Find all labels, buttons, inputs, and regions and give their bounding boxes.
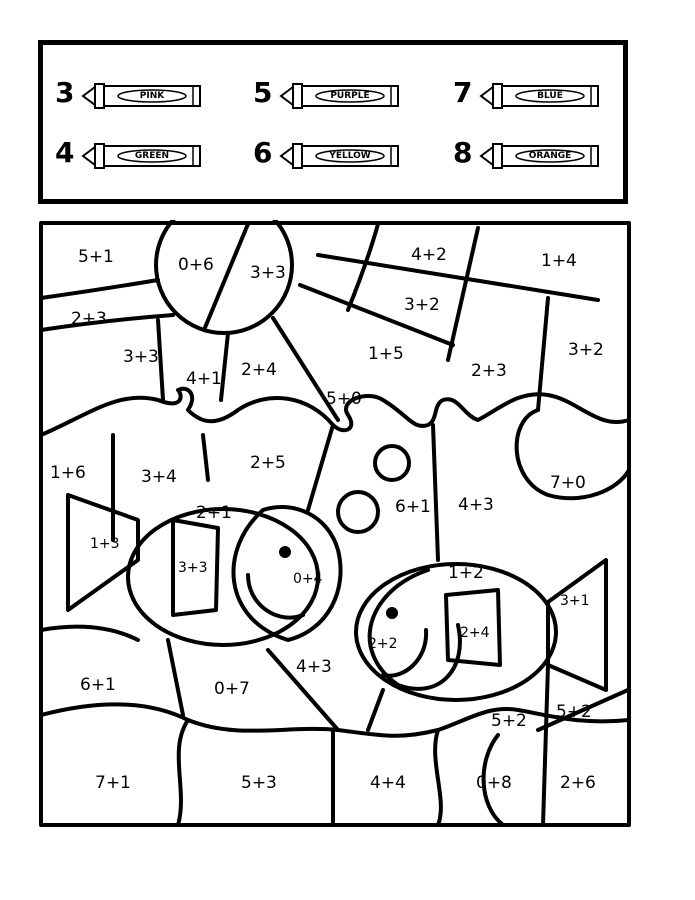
sum-label: 2+1 <box>196 503 232 523</box>
sum-label: 2+4 <box>460 625 490 641</box>
crayon-color-label: ORANGE <box>528 151 572 161</box>
sum-label: 7+1 <box>95 773 131 793</box>
sum-label: 5+2 <box>491 711 527 731</box>
sum-label: 3+2 <box>404 295 440 315</box>
color-key-number: 4 <box>55 136 75 169</box>
sum-label: 2+4 <box>241 360 277 380</box>
sum-label: 1+3 <box>90 536 120 552</box>
sum-label: 0+8 <box>476 773 512 793</box>
sum-label: 1+2 <box>448 563 484 583</box>
color-key-box <box>38 40 628 204</box>
left-fish-body <box>128 509 318 645</box>
color-key-number: 5 <box>253 76 273 109</box>
sum-label: 2+6 <box>560 773 596 793</box>
sum-label: 5+3 <box>241 773 277 793</box>
sum-label: 3+3 <box>123 347 159 367</box>
color-by-sum-picture <box>38 220 632 828</box>
sum-label: 4+4 <box>370 773 406 793</box>
sum-label: 3+2 <box>568 340 604 360</box>
sum-label: 4+3 <box>296 657 332 677</box>
sum-label: 1+5 <box>368 344 404 364</box>
sum-label: 7+0 <box>550 473 586 493</box>
color-key-number: 6 <box>253 136 273 169</box>
color-key-number: 8 <box>453 136 473 169</box>
sum-label: 1+4 <box>541 251 577 271</box>
crayon-color-label: YELLOW <box>329 151 371 161</box>
sum-label: 3+3 <box>178 560 208 576</box>
sum-label: 4+3 <box>458 495 494 515</box>
sum-label: 1+6 <box>50 463 86 483</box>
sum-label: 4+1 <box>186 369 222 389</box>
right-fish-body <box>356 564 556 700</box>
sum-label: 4+2 <box>411 245 447 265</box>
sum-label: 2+5 <box>250 453 286 473</box>
sum-label: 2+2 <box>368 636 398 652</box>
crayon-color-label: BLUE <box>537 91 563 101</box>
sum-label: 3+1 <box>560 593 590 609</box>
color-key-number: 3 <box>55 76 75 109</box>
crayon-color-label: GREEN <box>134 151 170 161</box>
sum-label: 2+3 <box>71 309 107 329</box>
bubble-lower <box>338 492 378 532</box>
crayon-color-label: PINK <box>139 91 165 101</box>
sum-label: 5+2 <box>556 702 592 722</box>
sum-label: 0+7 <box>214 679 250 699</box>
sum-label: 3+4 <box>141 467 177 487</box>
sum-label: 2+3 <box>471 361 507 381</box>
sum-label: 5+1 <box>78 247 114 267</box>
sum-label: 6+1 <box>395 497 431 517</box>
sum-label: 5+0 <box>326 389 362 409</box>
bubble-upper <box>375 446 409 480</box>
color-key-number: 7 <box>453 76 473 109</box>
sum-label: 0+6 <box>178 255 214 275</box>
sum-label: 3+3 <box>250 263 286 283</box>
crayon-color-label: PURPLE <box>330 91 370 101</box>
fish-scene-drawing <box>38 220 632 828</box>
left-fish-tail <box>68 495 138 610</box>
sum-label: 6+1 <box>80 675 116 695</box>
sum-label: 0+4 <box>293 571 323 587</box>
